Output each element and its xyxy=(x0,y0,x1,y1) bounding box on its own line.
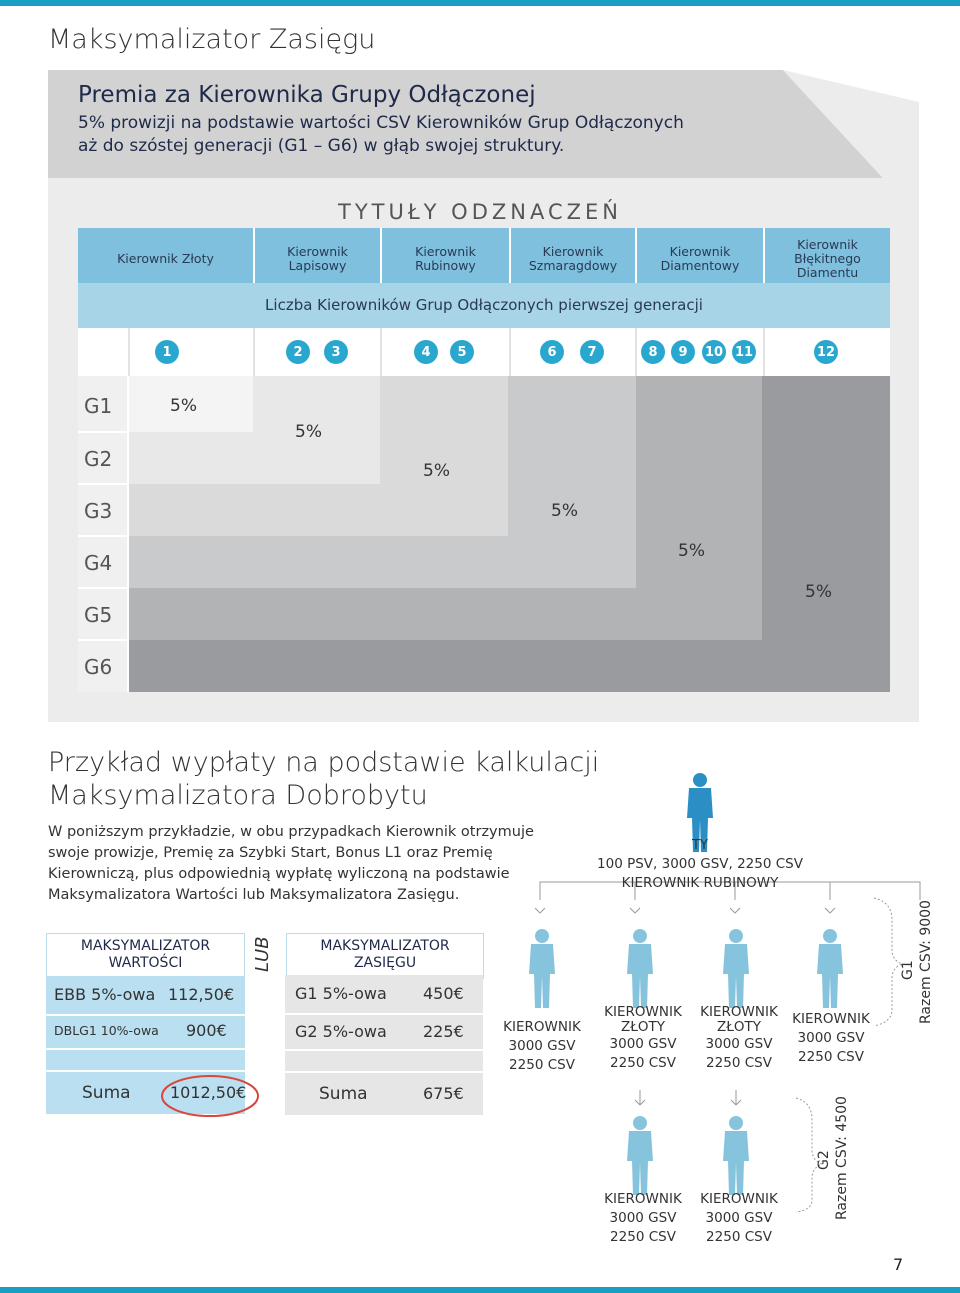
value-table-header xyxy=(46,933,245,979)
sum-value: 675€ xyxy=(423,1084,464,1103)
value-table-spacer xyxy=(46,1050,245,1070)
divider xyxy=(128,328,130,376)
node-csv: 2250 CSV xyxy=(509,1057,575,1073)
titles-row xyxy=(78,228,890,290)
node-csv: 2250 CSV xyxy=(610,1055,676,1071)
node-title: KIEROWNIK xyxy=(700,1004,778,1020)
title-cell-diamond xyxy=(637,228,763,290)
title-cell-gold xyxy=(78,228,253,290)
paragraph-line: W poniższym przykładzie, w obu przypadkach Kierownik otrzymuje xyxy=(48,824,534,840)
group-total: Razem CSV: 9000 xyxy=(918,900,934,1024)
group-label: G2 xyxy=(816,1150,832,1170)
title-label: Kierownik xyxy=(797,237,858,252)
g2-person-icon xyxy=(723,1116,749,1195)
title-label: Diamentowy xyxy=(660,258,740,273)
count-badge: 6 xyxy=(540,340,564,364)
generation-label: G3 xyxy=(84,499,113,523)
divider xyxy=(763,328,765,376)
title-label: Kierownik Złoty xyxy=(117,251,214,266)
generation-label: G6 xyxy=(84,655,113,679)
count-badge: 4 xyxy=(414,340,438,364)
node-title: KIEROWNIK xyxy=(604,1191,682,1207)
divider xyxy=(380,328,382,376)
header-line: MAKSYMALIZATOR xyxy=(80,938,211,954)
you-line: 100 PSV, 3000 GSV, 2250 CSV xyxy=(597,856,803,872)
node-gsv: 3000 GSV xyxy=(609,1210,677,1226)
title-cell-blue-diamond xyxy=(765,228,890,290)
reach-table-row xyxy=(285,975,483,1013)
count-badge: 3 xyxy=(324,340,348,364)
row-value: 225€ xyxy=(423,1022,464,1041)
generation-label: G1 xyxy=(84,394,113,418)
section-title: Premia za Kierownika Grupy Odłączonej xyxy=(78,82,536,108)
percent-label: 5% xyxy=(423,461,450,481)
node-title: ZŁOTY xyxy=(621,1019,665,1035)
example-title-line: Maksymalizatora Dobrobytu xyxy=(48,780,428,811)
reach-table-row xyxy=(285,1015,483,1049)
numbers-row xyxy=(78,328,890,376)
percent-label: 5% xyxy=(551,501,578,521)
you-line: KIEROWNIK RUBINOWY xyxy=(621,875,779,891)
node-gsv: 3000 GSV xyxy=(705,1210,773,1226)
node-gsv: 3000 GSV xyxy=(508,1038,576,1054)
highlight-circle xyxy=(160,1074,262,1118)
percent-label: 5% xyxy=(805,582,832,602)
title-label: Diamentu xyxy=(796,265,859,280)
percent-label: 5% xyxy=(170,396,197,416)
sum-value: 1012,50€ xyxy=(170,1083,247,1102)
group-total: Razem CSV: 4500 xyxy=(834,1096,850,1220)
g1-node-text xyxy=(784,1010,878,1067)
g1-person-icon xyxy=(723,929,749,1008)
header-line: ZASIĘGU xyxy=(353,955,417,971)
example-paragraph xyxy=(48,822,538,906)
count-badge: 8 xyxy=(641,340,665,364)
header-line: MAKSYMALIZATOR xyxy=(320,938,450,954)
section-description xyxy=(78,112,718,158)
g1-group-total xyxy=(918,900,934,1024)
node-csv: 2250 CSV xyxy=(706,1229,772,1245)
g2-group-label xyxy=(816,1150,832,1170)
g2-node-text xyxy=(692,1190,786,1247)
you-details xyxy=(590,855,810,893)
title-cell-ruby xyxy=(382,228,509,290)
row-value: 900€ xyxy=(186,1021,227,1040)
count-badge: 1 xyxy=(155,340,179,364)
page-number: 7 xyxy=(893,1255,904,1274)
title-label: Kierownik xyxy=(669,244,731,259)
paragraph-line: Maksymalizatora Wartości lub Maksymalizatora Zasięgu. xyxy=(48,887,460,903)
bottom-accent-bar xyxy=(0,1287,960,1293)
generation-staircase xyxy=(78,376,890,692)
row-value: 450€ xyxy=(423,984,464,1003)
row-label: EBB 5%-owa xyxy=(54,985,156,1004)
description-line: 5% prowizji na podstawie wartości CSV Kierowników Grup Odłączonych xyxy=(78,113,684,133)
g1-node-text xyxy=(495,1018,589,1075)
title-label: Rubinowy xyxy=(415,258,476,273)
percent-label: 5% xyxy=(678,541,705,561)
value-table-row xyxy=(46,1016,245,1048)
you-label: TY xyxy=(692,838,708,853)
description-line: aż do szóstej generacji (G1 – G6) w głąb swojej struktury. xyxy=(78,136,565,156)
node-gsv: 3000 GSV xyxy=(609,1036,677,1052)
divider xyxy=(635,328,637,376)
node-title: KIEROWNIK xyxy=(503,1019,581,1035)
generation-label: G2 xyxy=(84,447,113,471)
sum-label: Suma xyxy=(319,1084,368,1104)
title-label: Błękitnego xyxy=(794,251,861,266)
node-csv: 2250 CSV xyxy=(798,1049,864,1065)
title-cell-emerald xyxy=(511,228,635,290)
g1-group-label xyxy=(900,960,916,980)
title-label: Kierownik xyxy=(542,244,604,259)
title-label: Kierownik xyxy=(287,244,348,259)
title-cell-lapis xyxy=(255,228,380,290)
node-gsv: 3000 GSV xyxy=(797,1030,865,1046)
count-badge: 12 xyxy=(814,340,838,364)
generation-label: G5 xyxy=(84,603,113,627)
g2-node-text xyxy=(596,1190,690,1247)
row-value: 112,50€ xyxy=(168,985,235,1004)
divider xyxy=(253,328,255,376)
paragraph-line: swoje prowizje, Premię za Szybki Start, Bonus L1 oraz Premię xyxy=(48,845,493,861)
count-label-row: Liczba Kierowników Grup Odłączonych pierwszej generacji xyxy=(78,283,890,328)
paragraph-line: Kierowniczą, plus odpowiednią wypłatę wyliczoną na podstawie xyxy=(48,866,510,882)
title-label: Kierownik xyxy=(415,244,476,259)
reach-table-header xyxy=(286,933,484,979)
g2-person-icon xyxy=(627,1116,653,1195)
row-label: G2 5%-owa xyxy=(295,1022,387,1041)
node-csv: 2250 CSV xyxy=(610,1229,676,1245)
value-table-row xyxy=(46,976,245,1014)
node-csv: 2250 CSV xyxy=(706,1055,772,1071)
title-label: Szmaragdowy xyxy=(528,258,618,273)
title-label: Lapisowy xyxy=(288,258,347,273)
reach-table-sum-row xyxy=(285,1073,483,1115)
or-label: LUB xyxy=(252,936,273,972)
page-title: Maksymalizator Zasięgu xyxy=(48,24,376,55)
row-label: DBLG1 10%-owa xyxy=(54,1023,159,1038)
row-label: G1 5%-owa xyxy=(295,984,387,1003)
reach-table-spacer xyxy=(285,1051,483,1071)
group-label: G1 xyxy=(900,960,916,980)
g2-group-total xyxy=(834,1096,850,1220)
percent-label: 5% xyxy=(295,422,322,442)
count-badge: 9 xyxy=(671,340,695,364)
top-accent-bar xyxy=(0,0,960,6)
node-title: KIEROWNIK xyxy=(700,1191,778,1207)
g1-node-text xyxy=(692,1005,786,1073)
node-title: KIEROWNIK xyxy=(792,1011,870,1027)
g1-person-icon xyxy=(627,929,653,1008)
node-title: ZŁOTY xyxy=(717,1019,761,1035)
count-badge: 10 xyxy=(702,340,726,364)
count-badge: 5 xyxy=(450,340,474,364)
node-title: KIEROWNIK xyxy=(604,1004,682,1020)
count-badge: 2 xyxy=(286,340,310,364)
count-badge: 7 xyxy=(580,340,604,364)
g1-person-icon xyxy=(529,929,555,1008)
titles-header: TYTUŁY ODZNACZEŃ xyxy=(338,200,622,224)
node-gsv: 3000 GSV xyxy=(705,1036,773,1052)
sum-label: Suma xyxy=(82,1083,131,1103)
header-line: WARTOŚCI xyxy=(108,955,183,971)
example-title-line: Przykład wypłaty na podstawie kalkulacji xyxy=(48,747,600,778)
g1-person-icon xyxy=(817,929,843,1008)
generation-label: G4 xyxy=(84,551,113,575)
count-badge: 11 xyxy=(732,340,756,364)
g1-node-text xyxy=(596,1005,690,1073)
divider xyxy=(509,328,511,376)
